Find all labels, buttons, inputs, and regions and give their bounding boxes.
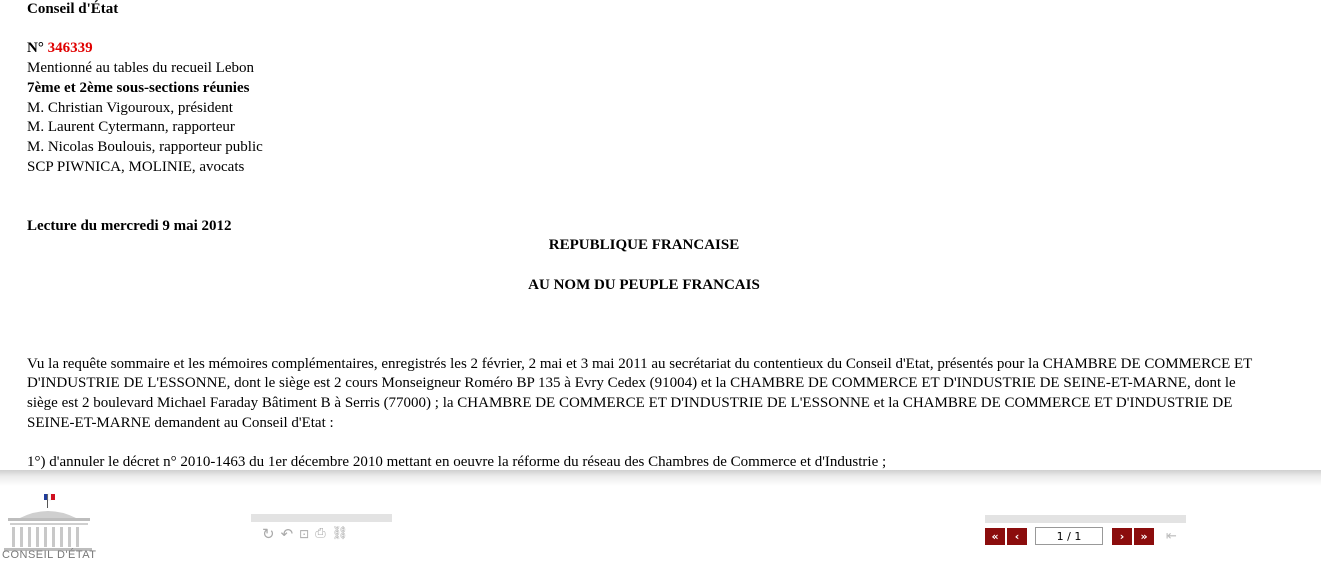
exit-icon[interactable]: ⇤ bbox=[1166, 528, 1177, 544]
avocats: SCP PIWNICA, MOLINIE, avocats bbox=[27, 158, 245, 175]
navigation-strip bbox=[985, 515, 1186, 523]
publication-mention: Mentionné au tables du recueil Lebon bbox=[27, 60, 255, 77]
last-page-icon[interactable]: » bbox=[1134, 528, 1154, 545]
republique-heading: REPUBLIQUE FRANCAISE bbox=[548, 237, 740, 254]
toolbar-strip bbox=[251, 514, 392, 522]
next-page-icon[interactable]: › bbox=[1112, 528, 1132, 545]
case-number bbox=[27, 39, 1261, 59]
rapporteur: M. Laurent Cytermann, rapporteur bbox=[27, 119, 235, 136]
undo-icon[interactable]: ↶ bbox=[280, 525, 294, 543]
au-nom-heading: AU NOM DU PEUPLE FRANCAIS bbox=[528, 276, 760, 293]
rotate-right-icon[interactable]: ↻ bbox=[262, 525, 275, 543]
case-number-value: 346339 bbox=[47, 40, 93, 57]
page-navigation bbox=[985, 526, 1177, 546]
viewer-shadow bbox=[0, 470, 1321, 486]
logo-text: CONSEIL D'ÉTAT bbox=[2, 549, 97, 561]
rapporteur-public: M. Nicolas Boulouis, rapporteur public bbox=[27, 138, 263, 155]
court-name: Conseil d'État bbox=[27, 1, 119, 17]
formation: 7ème et 2ème sous-sections réunies bbox=[27, 79, 250, 96]
president: M. Christian Vigouroux, président bbox=[27, 99, 233, 116]
paragraph-1: 1°) d'annuler le décret n° 2010-1463 du 1er décembre 2010 mettant en oeuvre la réforme du réseau des Chambres de Commerce et d'Industrie ; bbox=[27, 454, 887, 470]
print-icon[interactable]: ⎙ bbox=[315, 526, 326, 541]
link-icon[interactable]: ⛓ bbox=[331, 526, 349, 541]
fit-page-icon[interactable]: ⊡ bbox=[299, 527, 310, 541]
page-number-input[interactable] bbox=[1035, 527, 1103, 545]
first-page-icon[interactable]: « bbox=[985, 528, 1005, 545]
paragraph-vu: Vu la requête sommaire et les mémoires complémentaires, enregistrés les 2 février, 2 mai et 3 mai 2011 au secrétariat du contentieux du Conseil d'Etat, présentés pour la CHAMBRE DE COMMERCE ET D'INDUSTRIE DE L'ESSONNE, dont le siège est 2 cours Monseigneur Roméro BP 135 à Evry Cedex (91004) et la CHAMBRE DE COMMERCE ET D'INDUSTRIE DE SEINE-ET-MARNE, dont le siège est 2 boulevard Michael Faraday Bâtiment B à Serris (77000) ; la CHAMBRE DE COMMERCE ET D'INDUSTRIE DE L'ESSONNE et la CHAMBRE DE COMMERCE ET D'INDUSTRIE DE SEINE-ET-MARNE demandent au Conseil d'Etat : bbox=[27, 355, 1253, 431]
case-number-prefix: N° bbox=[27, 40, 44, 57]
previous-page-icon[interactable]: ‹ bbox=[1007, 528, 1027, 545]
page-tools bbox=[262, 522, 348, 546]
viewer-toolbar bbox=[0, 486, 1321, 568]
lecture-date: Lecture du mercredi 9 mai 2012 bbox=[27, 217, 232, 234]
